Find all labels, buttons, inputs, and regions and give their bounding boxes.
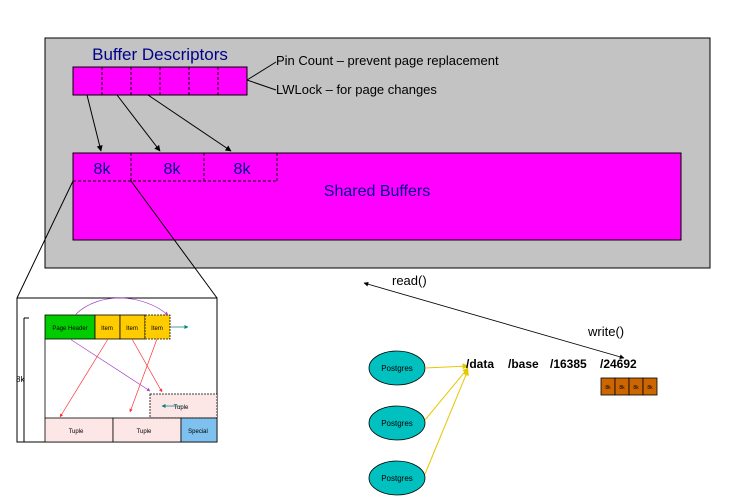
buffer-page-label: 8k <box>233 161 251 178</box>
process-file-arrow <box>425 366 468 368</box>
postgres-process <box>369 461 425 495</box>
page-size-label: 8k <box>16 375 25 384</box>
file-block-label: 8k <box>605 385 611 391</box>
file-block-label: 8k <box>647 385 653 391</box>
buffer-page-label: 8k <box>93 161 111 178</box>
lwlock-note: LWLock – for page changes <box>276 82 437 97</box>
relation-file-blocks <box>601 378 657 395</box>
tuple-label: Tuple <box>136 429 152 435</box>
shared-buffers-label: Shared Buffers <box>323 183 431 200</box>
item-label: Item <box>126 326 138 332</box>
path-db-oid: /16385 <box>550 357 587 371</box>
process-file-arrow <box>425 368 468 420</box>
file-block-label: 8k <box>619 385 625 391</box>
buffer-descriptor-array <box>73 67 247 95</box>
pin-count-note: Pin Count – prevent page replacement <box>276 53 499 68</box>
path-relation: /24692 <box>600 357 637 371</box>
postgres-process <box>369 406 425 440</box>
buffer-descriptors-title: Buffer Descriptors <box>92 45 228 64</box>
item-label: Item <box>151 326 163 332</box>
path-data: /data <box>466 357 495 371</box>
buffer-page-label: 8k <box>163 161 181 178</box>
io-arrow <box>364 283 624 358</box>
special-label: Special <box>188 429 208 435</box>
page-layout-detail <box>16 298 217 442</box>
tuple-label: Tuple <box>68 429 84 435</box>
svg-text:Postgres: Postgres <box>381 419 413 428</box>
svg-text:Postgres: Postgres <box>381 364 413 373</box>
read-label: read() <box>392 273 427 288</box>
file-block-label: 8k <box>633 385 639 391</box>
page-header-label: Page Header <box>52 326 88 332</box>
path-base: /base <box>508 357 539 371</box>
write-label: write() <box>588 324 625 339</box>
process-file-arrow <box>425 370 468 474</box>
tuple-label: Tuple <box>173 405 189 411</box>
postgres-process <box>369 351 425 385</box>
item-label: Item <box>101 326 113 332</box>
svg-text:Postgres: Postgres <box>381 474 413 483</box>
